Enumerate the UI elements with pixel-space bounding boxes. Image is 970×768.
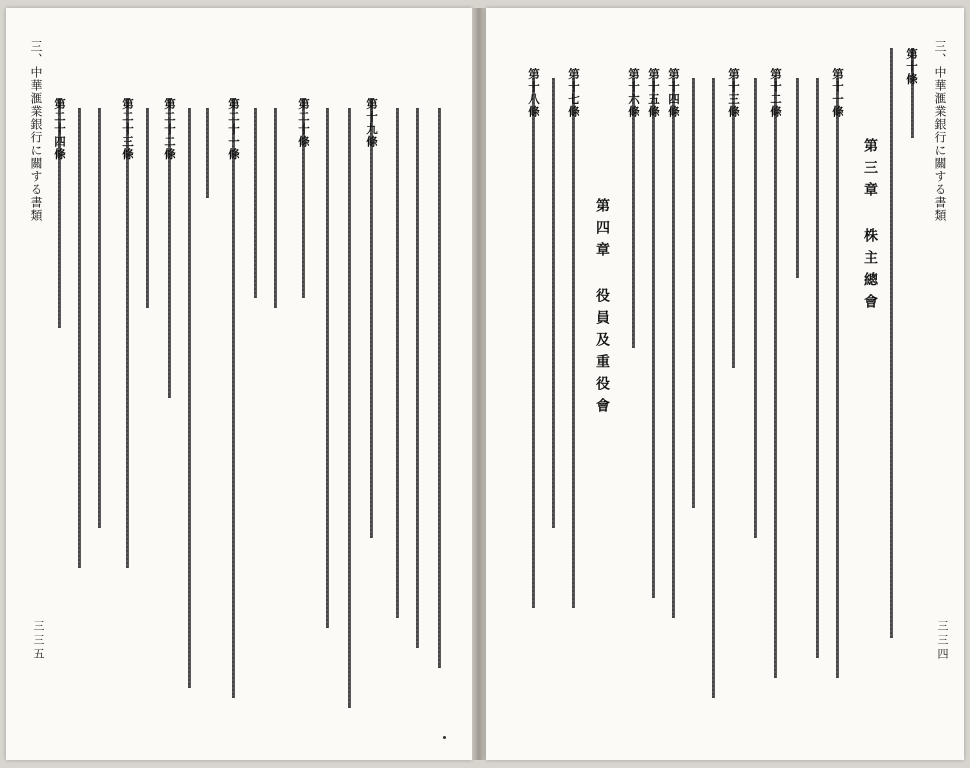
text-line (274, 108, 277, 308)
book-gutter (472, 8, 486, 760)
text-line (652, 78, 655, 598)
left-page-number: 三三五 (32, 620, 45, 662)
text-line (146, 108, 149, 308)
text-line (416, 108, 419, 648)
article-label: 第十八條 (527, 68, 541, 118)
text-line (348, 108, 351, 708)
text-line (712, 78, 715, 698)
text-line (206, 108, 209, 198)
right-running-header: 三、中華滙業銀行に關する書類 (933, 40, 947, 222)
article-label: 第十九條 (365, 98, 379, 148)
text-line (552, 78, 555, 528)
left-page (6, 8, 472, 760)
text-line (188, 108, 191, 688)
text-line (78, 108, 81, 568)
article-label: 第二十三條 (121, 98, 135, 161)
text-line (232, 98, 235, 698)
chapter-title: 第三章 株主總會 (862, 138, 878, 316)
article-label: 第十五條 (647, 68, 661, 118)
article-label: 第二十條 (297, 98, 311, 148)
chapter-title: 第四章 役員及重役會 (594, 198, 610, 420)
text-line (836, 78, 839, 678)
article-label: 第二十一條 (227, 98, 241, 161)
text-line (254, 108, 257, 298)
text-line (890, 48, 893, 638)
text-line (796, 78, 799, 278)
text-line (396, 108, 399, 618)
article-label: 第十六條 (627, 68, 641, 118)
text-line (632, 78, 635, 348)
right-page-number: 三三四 (936, 620, 949, 662)
text-line (438, 108, 441, 668)
article-label: 第十二條 (769, 68, 783, 118)
text-line (672, 78, 675, 618)
text-line (572, 78, 575, 608)
text-line (326, 108, 329, 628)
left-running-header: 三、中華滙業銀行に關する書類 (29, 40, 43, 222)
article-label: 第十一條 (831, 68, 845, 118)
text-line (98, 108, 101, 528)
text-line (774, 78, 777, 678)
article-label: 第十三條 (727, 68, 741, 118)
text-line (692, 78, 695, 508)
text-line (816, 78, 819, 658)
article-label: 第二十二條 (163, 98, 177, 161)
text-line (732, 78, 735, 368)
article-label: 第十條 (905, 48, 919, 86)
article-label: 第十七條 (567, 68, 581, 118)
ink-speck (443, 736, 446, 739)
article-label: 第十四條 (667, 68, 681, 118)
text-line (754, 78, 757, 538)
text-line (370, 98, 373, 538)
text-line (126, 98, 129, 568)
article-label: 第二十四條 (53, 98, 67, 161)
right-page (486, 8, 964, 760)
text-line (532, 78, 535, 608)
